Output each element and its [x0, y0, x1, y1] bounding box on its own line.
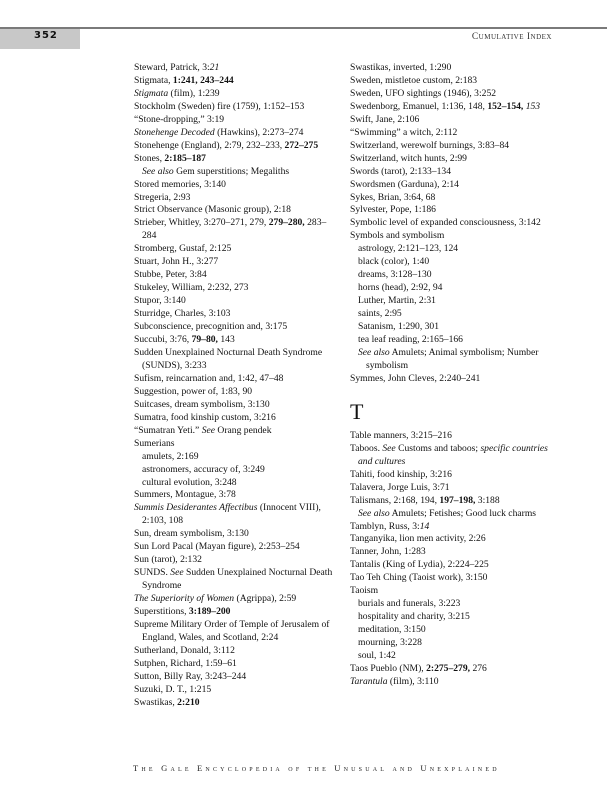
- entry-text-run: dreams, 3:128–130: [358, 269, 432, 281]
- entry-text-run: See also: [142, 165, 174, 177]
- index-subentry: [350, 295, 555, 308]
- index-entry: [134, 606, 334, 619]
- entry-text-run: (Agrippa), 2:59: [234, 593, 297, 605]
- entry-text-run: 197–198,: [439, 494, 476, 506]
- entry-text-run: 2:210: [177, 696, 200, 708]
- index-entry: [134, 269, 334, 282]
- entry-text-run: astrology, 2:121–123, 124: [358, 243, 459, 255]
- entry-text-run: 3:189–200: [188, 606, 231, 618]
- index-entry: [134, 62, 334, 75]
- index-entry: [134, 399, 334, 412]
- index-entry: [350, 166, 555, 179]
- index-subentry: [350, 282, 555, 295]
- index-entry: [134, 140, 334, 153]
- index-entry: [134, 153, 334, 166]
- entry-text-run: Tahiti, food kinship, 3:216: [350, 468, 452, 480]
- index-entry: [134, 554, 334, 567]
- entry-text-run: Taboos.: [350, 442, 383, 454]
- index-entry: [134, 619, 334, 645]
- index-entry: [134, 308, 334, 321]
- entry-text-run: Sun Lord Pacal (Mayan figure), 2:253–254: [134, 541, 300, 553]
- entry-text-run: Sufism, reincarnation and, 1:42, 47–48: [134, 372, 284, 384]
- entry-text-run: 283–284: [142, 217, 327, 242]
- entry-text-run: Swedenborg, Emanuel, 1:136, 148,: [350, 100, 488, 112]
- index-subentry: [350, 308, 555, 321]
- index-entry: [134, 425, 334, 438]
- index-entry: [350, 559, 555, 572]
- index-entry: [134, 101, 334, 114]
- index-entry: [134, 658, 334, 671]
- entry-text-run: 276: [470, 662, 487, 674]
- index-subentry: [134, 477, 334, 490]
- entry-text-run: “Swimming” a witch, 2:112: [350, 126, 458, 138]
- entry-text-run: Stubbe, Peter, 3:84: [134, 269, 207, 281]
- index-entry: [134, 684, 334, 697]
- entry-text-run: Tarantula: [350, 675, 388, 687]
- index-subentry: [350, 624, 555, 637]
- entry-text-run: Stonehenge Decoded: [134, 126, 215, 138]
- entry-text-run: Summers, Montague, 3:78: [134, 489, 236, 501]
- entry-text-run: 272–275: [284, 139, 319, 151]
- entry-text-run: 3:188: [475, 494, 500, 506]
- index-entry: [350, 443, 555, 469]
- entry-text-run: burials and funerals, 3:223: [358, 598, 461, 610]
- index-entry: [350, 140, 555, 153]
- entry-text-run: Superstitions,: [134, 606, 189, 618]
- entry-text-run: Tantalis (King of Lydia), 2:224–225: [350, 559, 489, 571]
- entry-text-run: Subconscience, precognition and, 3:175: [134, 321, 288, 333]
- entry-text-run: Amulets; Animal symbolism; Number symbolism: [366, 346, 539, 371]
- entry-text-run: Orang pendek: [215, 424, 272, 436]
- entry-text-run: Stregeria, 2:93: [134, 191, 191, 203]
- index-entry: [350, 217, 555, 230]
- index-entry: [134, 671, 334, 684]
- entry-text-run: 153: [523, 100, 541, 112]
- entry-text-run: Stuart, John H., 3:277: [134, 256, 219, 268]
- index-subentry: [134, 166, 334, 179]
- index-subentry: [350, 508, 555, 521]
- index-subentry: [134, 451, 334, 464]
- entry-text-run: Talismans, 2:168, 194,: [350, 494, 440, 506]
- entry-text-run: mourning, 3:228: [358, 637, 422, 649]
- index-entry: [350, 663, 555, 676]
- entry-text-run: Switzerland, witch hunts, 2:99: [350, 152, 467, 164]
- index-entry: [134, 127, 334, 140]
- index-entry: [134, 114, 334, 127]
- running-head-title: Cumulative Index: [471, 32, 552, 42]
- index-entry: [350, 482, 555, 495]
- index-subentry: [350, 598, 555, 611]
- index-entry: [350, 585, 555, 598]
- entry-text-run: Strict Observance (Masonic group), 2:18: [134, 204, 291, 216]
- entry-text-run: Sylvester, Pope, 1:186: [350, 204, 436, 216]
- entry-text-run: meditation, 3:150: [358, 624, 426, 636]
- entry-text-run: Stigmata,: [134, 74, 173, 86]
- entry-text-run: Swastikas, inverted, 1:290: [350, 62, 452, 73]
- entry-text-run: Sudden Unexplained Nocturnal Death Syndrome (SUNDS), 3:233: [134, 346, 323, 371]
- entry-text-run: “Sumatran Yeti.”: [134, 424, 202, 436]
- index-entry: [350, 192, 555, 205]
- page-number: 352: [34, 30, 58, 41]
- entry-text-run: Satanism, 1:290, 301: [358, 321, 440, 333]
- index-subentry: [350, 650, 555, 663]
- entry-text-run: See also: [358, 346, 390, 358]
- entry-text-run: 143: [217, 334, 235, 346]
- entry-text-run: tea leaf reading, 2:165–166: [358, 334, 463, 346]
- entry-text-run: Steward, Patrick, 3:: [134, 62, 210, 73]
- entry-text-run: Suggestion, power of, 1:83, 90: [134, 385, 253, 397]
- entry-text-run: Gem superstitions; Megaliths: [173, 165, 290, 177]
- entry-text-run: saints, 2:95: [358, 308, 402, 320]
- index-subentry: [350, 243, 555, 256]
- running-foot-title: The Gale Encyclopedia of the Unusual and Unexplained: [133, 763, 500, 773]
- index-entry: [134, 528, 334, 541]
- index-entry: [350, 114, 555, 127]
- entry-text-run: “Stone-dropping,” 3:19: [134, 113, 225, 125]
- entry-text-run: See: [170, 567, 184, 579]
- entry-text-run: Sudden Unexplained Nocturnal Death Syndrome: [142, 567, 333, 592]
- entry-text-run: Sykes, Brian, 3:64, 68: [350, 191, 436, 203]
- entry-text-run: Summis Desiderantes Affectibus: [134, 502, 258, 514]
- index-subentry: [350, 334, 555, 347]
- entry-text-run: Sutherland, Donald, 3:112: [134, 644, 235, 656]
- entry-text-run: Sun (tarot), 2:132: [134, 554, 202, 566]
- entry-text-run: Stored memories, 3:140: [134, 178, 226, 190]
- index-entry: [350, 469, 555, 482]
- index-entry: [350, 230, 555, 243]
- entry-text-run: 152–154,: [487, 100, 524, 112]
- index-subentry: [350, 637, 555, 650]
- entry-text-run: Sweden, mistletoe custom, 2:183: [350, 74, 478, 86]
- index-subentry: [350, 347, 555, 373]
- index-entry: [350, 88, 555, 101]
- index-entry: [350, 75, 555, 88]
- entry-text-run: astronomers, accuracy of, 3:249: [142, 463, 265, 475]
- index-entry: [350, 127, 555, 140]
- entry-text-run: Sun, dream symbolism, 3:130: [134, 528, 249, 540]
- index-subentry: [350, 321, 555, 334]
- entry-text-run: specific countries and cultures: [358, 442, 548, 467]
- page-number-tab: [0, 27, 80, 49]
- entry-text-run: soul, 1:42: [358, 650, 396, 662]
- entry-text-run: Symmes, John Cleves, 2:240–241: [350, 372, 481, 384]
- index-entry: [350, 373, 555, 386]
- index-entry: [350, 430, 555, 443]
- entry-text-run: Luther, Martin, 2:31: [358, 295, 436, 307]
- entry-text-run: Swords (tarot), 2:133–134: [350, 165, 451, 177]
- entry-text-run: Talavera, Jorge Luis, 3:71: [350, 481, 450, 493]
- entry-text-run: Tamblyn, Russ, 3:: [350, 520, 420, 532]
- entry-text-run: Supreme Military Order of Temple of Jerusalem of England, Wales, and Scotland, 2:24: [134, 618, 330, 643]
- entry-text-run: Table manners, 3:215–216: [350, 429, 452, 441]
- entry-text-run: Tanner, John, 1:283: [350, 546, 426, 558]
- index-entry: [134, 373, 334, 386]
- index-entry: [134, 204, 334, 217]
- index-entry: [350, 101, 555, 114]
- entry-text-run: Sutphen, Richard, 1:59–61: [134, 657, 237, 669]
- entry-text-run: 1:241, 243–244: [172, 74, 234, 86]
- entry-text-run: 279–280,: [268, 217, 305, 229]
- entry-text-run: cultural evolution, 3:248: [142, 476, 237, 488]
- index-entry: [134, 75, 334, 88]
- index-entry: [134, 179, 334, 192]
- index-entry: [134, 295, 334, 308]
- entry-text-run: Suitcases, dream symbolism, 3:130: [134, 398, 270, 410]
- entry-text-run: 14: [419, 520, 430, 532]
- index-entry: [350, 533, 555, 546]
- entry-text-run: Stromberg, Gustaf, 2:125: [134, 243, 232, 255]
- entry-text-run: Stukeley, William, 2:232, 273: [134, 282, 249, 294]
- index-entry: [134, 282, 334, 295]
- entry-text-run: Amulets; Fetishes; Good luck charms: [389, 507, 537, 519]
- index-column-left: [134, 62, 334, 710]
- index-entry: [350, 546, 555, 559]
- entry-text-run: SUNDS.: [134, 567, 171, 579]
- entry-text-run: (film), 3:110: [387, 675, 439, 687]
- entry-text-run: Symbols and symbolism: [350, 230, 445, 242]
- index-entry: [134, 192, 334, 205]
- entry-text-run: Swastikas,: [134, 696, 178, 708]
- index-entry: [134, 567, 334, 593]
- index-entry: [134, 217, 334, 243]
- section-letter-heading: [350, 400, 555, 424]
- index-entry: [134, 541, 334, 554]
- entry-text-run: (Hawkins), 2:273–274: [214, 126, 304, 138]
- index-entry: [134, 243, 334, 256]
- entry-text-run: Stigmata: [134, 87, 169, 99]
- entry-text-run: See: [201, 424, 216, 436]
- entry-text-run: 2:185–187: [164, 152, 206, 164]
- index-entry: [134, 593, 334, 606]
- index-entry: [134, 88, 334, 101]
- index-entry: [350, 62, 555, 75]
- entry-text-run: Swordsmen (Garduna), 2:14: [350, 178, 459, 190]
- index-entry: [134, 502, 334, 528]
- entry-text-run: See: [382, 442, 396, 454]
- entry-text-run: See also: [358, 507, 390, 519]
- index-entry: [134, 412, 334, 425]
- entry-text-run: Strieber, Whitley, 3:270–271, 279,: [134, 217, 269, 229]
- entry-text-run: Sweden, UFO sightings (1946), 3:252: [350, 87, 497, 99]
- index-entry: [350, 572, 555, 585]
- entry-text-run: Taos Pueblo (NM),: [350, 662, 427, 674]
- index-entry: [350, 521, 555, 534]
- entry-text-run: Customs and taboos;: [395, 442, 481, 454]
- entry-text-run: 21: [209, 62, 220, 73]
- index-entry: [134, 334, 334, 347]
- index-subentry: [350, 269, 555, 282]
- entry-text-run: hospitality and charity, 3:215: [358, 611, 470, 623]
- entry-text-run: Sumatra, food kinship custom, 3:216: [134, 411, 276, 423]
- index-subentry: [350, 611, 555, 624]
- entry-text-run: (Innocent VIII), 2:103, 108: [142, 502, 321, 527]
- index-entry: [350, 204, 555, 217]
- header-rule: [80, 27, 607, 29]
- entry-text-run: (film), 1:239: [168, 87, 220, 99]
- page-header: [0, 27, 607, 49]
- entry-text-run: Sutton, Billy Ray, 3:243–244: [134, 670, 247, 682]
- index-subentry: [134, 464, 334, 477]
- index-entry: [134, 645, 334, 658]
- index-entry: [350, 676, 555, 689]
- entry-text-run: Swift, Jane, 2:106: [350, 113, 420, 125]
- entry-text-run: Tanganyika, lion men activity, 2:26: [350, 533, 486, 545]
- index-entry: [134, 347, 334, 373]
- index-entry: [134, 438, 334, 451]
- entry-text-run: black (color), 1:40: [358, 256, 430, 268]
- entry-text-run: Succubi, 3:76,: [134, 334, 192, 346]
- index-entry: [134, 256, 334, 269]
- entry-text-run: Stupor, 3:140: [134, 295, 186, 307]
- entry-text-run: Taoism: [350, 585, 379, 597]
- index-entry: [350, 495, 555, 508]
- entry-text-run: 79–80,: [191, 334, 218, 346]
- index-entry: [350, 153, 555, 166]
- index-entry: [134, 321, 334, 334]
- index-entry: [134, 697, 334, 710]
- entry-text-run: Switzerland, werewolf burnings, 3:83–84: [350, 139, 510, 151]
- entry-text-run: horns (head), 2:92, 94: [358, 282, 443, 294]
- entry-text-run: Stonehenge (England), 2:79, 232–233,: [134, 139, 285, 151]
- entry-text-run: Sturridge, Charles, 3:103: [134, 308, 231, 320]
- entry-text-run: Stones,: [134, 152, 165, 164]
- entry-text-run: Sumerians: [134, 437, 175, 449]
- entry-text-run: Symbolic level of expanded consciousness, 3:142: [350, 217, 541, 229]
- index-entry: [134, 489, 334, 502]
- index-subentry: [350, 256, 555, 269]
- entry-text-run: amulets, 2:169: [142, 450, 199, 462]
- index-entry: [350, 179, 555, 192]
- entry-text-run: 2:275–279,: [426, 662, 471, 674]
- entry-text-run: Stockholm (Sweden) fire (1759), 1:152–153: [134, 100, 305, 112]
- entry-text-run: The Superiority of Women: [134, 593, 235, 605]
- index-entry: [134, 386, 334, 399]
- entry-text-run: T: [350, 398, 364, 424]
- index-column-right: [350, 62, 555, 689]
- entry-text-run: Tao Teh Ching (Taoist work), 3:150: [350, 572, 488, 584]
- entry-text-run: Suzuki, D. T., 1:215: [134, 683, 212, 695]
